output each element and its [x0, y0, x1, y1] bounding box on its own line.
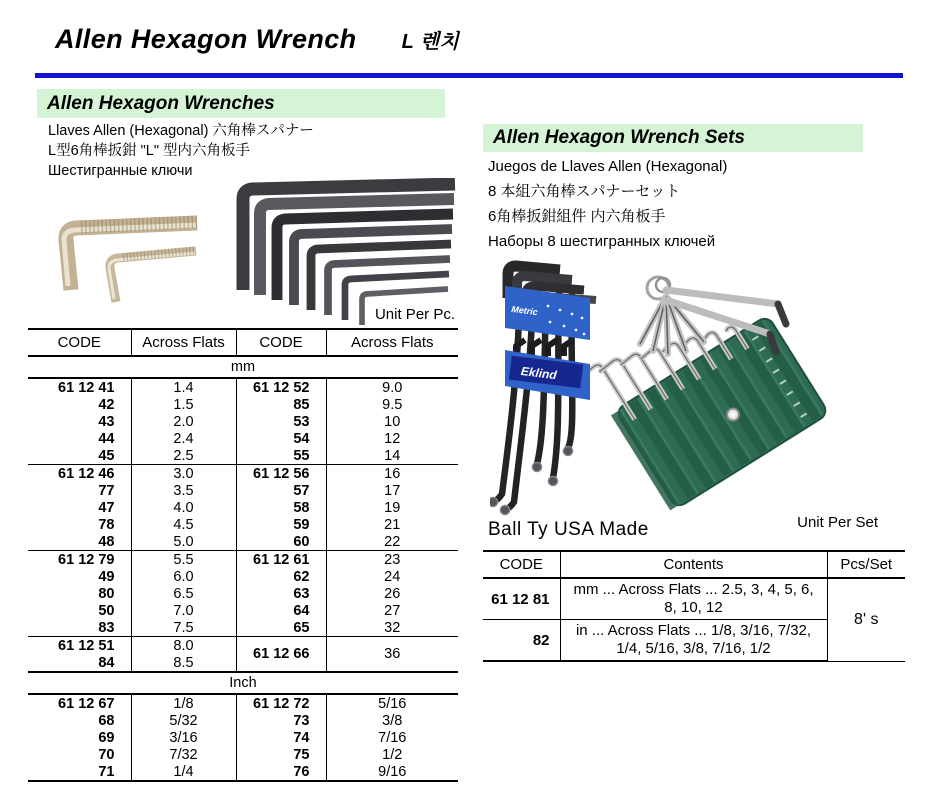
code-cell: 43 [28, 413, 131, 430]
size-cell: 5/32 [131, 712, 236, 729]
size-cell: 1/8 [131, 694, 236, 712]
code-cell: 71 [28, 763, 131, 781]
pcs-per-set-cell: 8' s [827, 578, 905, 661]
table-row [28, 763, 458, 781]
size-cell: 4.5 [131, 516, 236, 533]
table-row [28, 430, 458, 447]
code-cell: 61 12 67 [28, 694, 131, 712]
size-cell: 7/32 [131, 746, 236, 763]
subtitle-line: Шестигранные ключи [48, 163, 193, 179]
size-cell: 7.5 [131, 619, 236, 637]
size-cell: 32 [326, 619, 458, 637]
code-cell: 80 [28, 585, 131, 602]
size-cell: 1/4 [131, 763, 236, 781]
table-row [28, 551, 458, 569]
code-cell: 48 [28, 533, 131, 551]
size-cell: 14 [326, 447, 458, 465]
table-row [28, 585, 458, 602]
size-cell: 7.0 [131, 602, 236, 619]
code-cell: 61 12 51 [28, 637, 131, 655]
subtitle-line: Juegos de Llaves Allen (Hexagonal) [488, 158, 728, 175]
code-cell: 50 [28, 602, 131, 619]
code-cell: 85 [236, 396, 326, 413]
black-wrench-set-icon [243, 184, 455, 325]
section-label-row [28, 672, 458, 694]
code-cell: 74 [236, 729, 326, 746]
size-cell: 5.0 [131, 533, 236, 551]
header-cell: Across Flats [326, 329, 458, 356]
right-section-subtitles [488, 154, 727, 254]
size-cell: 2.4 [131, 430, 236, 447]
size-cell: 10 [384, 413, 401, 430]
code-cell: 59 [236, 516, 326, 533]
size-table [28, 328, 458, 782]
code-cell: 70 [28, 746, 131, 763]
table-row [483, 578, 905, 620]
code-cell: 64 [236, 602, 326, 619]
size-cell: 36 [384, 646, 401, 662]
table-row [28, 619, 458, 637]
sets-table [483, 550, 905, 662]
left-section-heading [37, 89, 445, 118]
size-cell: 9/16 [326, 763, 458, 781]
size-cell: 5.5 [131, 551, 236, 569]
page-title-en: Allen Hexagon Wrench [55, 24, 357, 54]
size-cell: 8.0 [131, 637, 236, 655]
table-row [28, 602, 458, 619]
unit-per-pc-note: Unit Per Pc. [374, 306, 455, 323]
holder-mid-wrench-tip [532, 340, 541, 356]
holder-dot [583, 333, 586, 336]
section-label: mm [28, 356, 458, 378]
table-row [28, 637, 458, 655]
header-divider-rule [35, 73, 903, 78]
section-label: Inch [28, 672, 458, 694]
code-cell: 55 [236, 447, 326, 465]
code-cell: 45 [28, 447, 131, 465]
size-cell: 27 [384, 602, 401, 619]
size-cell: 7/16 [378, 729, 407, 746]
holder-dot [549, 321, 552, 324]
size-cell: 9.5 [382, 396, 403, 413]
code-cell: 73 [236, 712, 326, 729]
code-cell: 58 [236, 499, 326, 516]
code-cell: 62 [236, 568, 326, 585]
size-cell: 3/8 [382, 712, 403, 729]
ball-tip-icon [490, 497, 498, 506]
size-cell: 2.5 [131, 447, 236, 465]
table-row [28, 712, 458, 729]
code-cell: 83 [28, 619, 131, 637]
code-cell: 68 [28, 712, 131, 729]
code-cell: 77 [28, 482, 131, 499]
code-cell: 44 [28, 430, 131, 447]
code-cell: 49 [28, 568, 131, 585]
size-cell: 26 [384, 585, 401, 602]
header-cell: CODE [483, 551, 560, 578]
code-cell: 84 [28, 654, 131, 672]
ball-tip-icon [500, 505, 509, 514]
table-row [28, 396, 458, 413]
size-cell: 22 [326, 533, 458, 551]
size-cell: 3.0 [131, 465, 236, 483]
size-cell: 1/2 [382, 746, 403, 763]
chrome-key-small-icon [109, 250, 196, 302]
ball-tip-icon [563, 446, 572, 455]
table-row [28, 413, 458, 430]
code-cell: 42 [28, 396, 131, 413]
table-row [28, 533, 458, 551]
header-cell: CODE [28, 329, 131, 356]
size-cell: 16 [384, 465, 401, 482]
size-cell: 12 [384, 430, 401, 447]
ball-hex-set-icon [490, 266, 596, 515]
header-cell: CODE [236, 329, 326, 356]
table-header-row [483, 551, 905, 578]
holder-brand-label: Eklind [520, 363, 558, 383]
table-row [28, 378, 458, 396]
code-cell: 61 12 72 [236, 694, 326, 712]
code-cell: 60 [236, 533, 326, 551]
subtitle-line: Llaves Allen (Hexagonal) 六角棒スパナー [48, 123, 314, 139]
size-cell: 1.5 [131, 396, 236, 413]
size-cell: 8.5 [131, 654, 236, 672]
ball-tip-icon [532, 462, 541, 471]
code-cell: 61 12 66 [236, 637, 326, 673]
subtitle-line: 6角棒扳鉗組件 内六角板手 [488, 208, 666, 225]
holder-dot [575, 329, 578, 332]
table-row [28, 465, 458, 483]
left-section-heading-label: Allen Hexagon Wrenches [47, 92, 275, 114]
code-cell: 61 12 52 [236, 378, 326, 396]
size-cell: 21 [384, 516, 401, 533]
size-cell: 24 [384, 568, 401, 585]
code-cell: 82 [483, 620, 560, 662]
code-cell: 63 [236, 585, 326, 602]
table-row [28, 746, 458, 763]
code-cell: 69 [28, 729, 131, 746]
ball-type-caption: Ball Ty USA Made [488, 519, 649, 540]
size-cell: 3.5 [131, 482, 236, 499]
size-cell: 6.5 [131, 585, 236, 602]
code-cell: 61 12 79 [28, 551, 131, 569]
header-cell: Across Flats [131, 329, 236, 356]
wrench-sets-photo [490, 252, 905, 520]
right-section-heading-label: Allen Hexagon Wrench Sets [493, 127, 745, 148]
code-cell: 57 [236, 482, 326, 499]
right-section-heading [483, 124, 863, 152]
code-cell: 54 [236, 430, 326, 447]
size-cell: 23 [384, 551, 401, 568]
table-row [28, 447, 458, 465]
holder-dot [563, 325, 566, 328]
size-cell: 3/16 [131, 729, 236, 746]
subtitle-line: Наборы 8 шестигранных ключей [488, 233, 716, 250]
header-cell: Pcs/Set [827, 551, 905, 578]
code-cell: 78 [28, 516, 131, 533]
code-cell: 65 [236, 619, 326, 637]
left-section-subtitles [48, 121, 314, 181]
table-row [28, 516, 458, 533]
table-row [28, 482, 458, 499]
holder-dot [571, 313, 574, 316]
ball-tip-icon [548, 476, 557, 485]
size-cell: 2.0 [131, 413, 236, 430]
holder-dot [547, 305, 550, 308]
table-header-row [28, 329, 458, 356]
size-cell: 9.0 [382, 379, 403, 396]
holder-dot [581, 317, 584, 320]
code-cell: 61 12 81 [483, 578, 560, 620]
code-cell: 53 [236, 413, 326, 430]
size-cell: 1.4 [131, 378, 236, 396]
holder-dot [559, 309, 562, 312]
holder-metric-label: Metric [510, 304, 539, 318]
contents-cell: in ... Across Flats ... 1/8, 3/16, 7/32, 1/4, 5/16, 3/8, 7/16, 1/2 [560, 620, 827, 662]
code-cell: 61 12 41 [28, 378, 131, 396]
size-cell: 6.0 [131, 568, 236, 585]
section-label-row [28, 356, 458, 378]
size-cell: 5/16 [378, 695, 407, 712]
code-cell: 61 12 56 [236, 465, 326, 483]
table-row [28, 568, 458, 585]
subtitle-line: L型6角棒扳鉗 "L" 型内六角板手 [48, 143, 251, 159]
code-cell: 47 [28, 499, 131, 516]
header-cell: Contents [560, 551, 827, 578]
keyring-key-dark-tip [778, 304, 786, 324]
page-title [55, 24, 459, 55]
subtitle-line: 8 本組六角棒スパナーセット [488, 183, 681, 200]
unit-per-set-note: Unit Per Set [797, 514, 878, 531]
table-row [28, 729, 458, 746]
page-title-korean: L 렌치 [401, 31, 460, 53]
size-cell: 4.0 [131, 499, 236, 516]
table-row [28, 694, 458, 712]
code-cell: 75 [236, 746, 326, 763]
code-cell: 76 [236, 763, 326, 781]
code-cell: 61 12 61 [236, 551, 326, 569]
contents-cell: mm ... Across Flats ... 2.5, 3, 4, 5, 6, 8, 10, 12 [560, 578, 827, 620]
size-cell: 19 [384, 499, 401, 516]
code-cell: 61 12 46 [28, 465, 131, 483]
size-cell: 17 [384, 482, 401, 499]
table-row [28, 499, 458, 516]
